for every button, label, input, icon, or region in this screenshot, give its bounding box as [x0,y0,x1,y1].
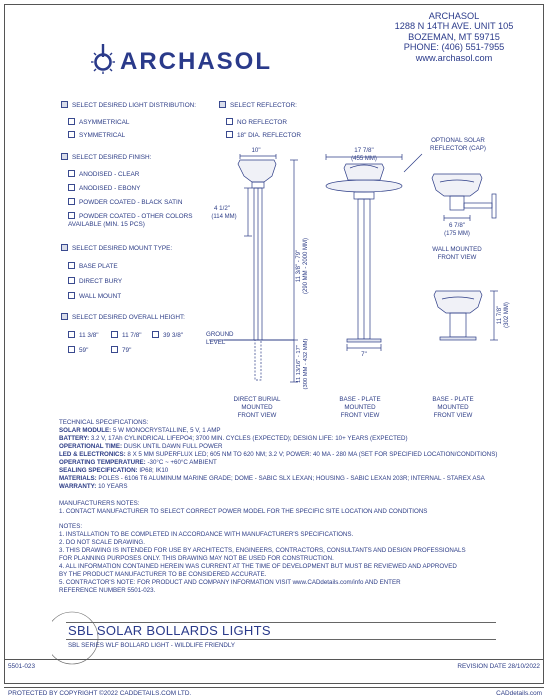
drawing-subtitle: SBL SERIES WLF BOLLARD LIGHT - WILDLIFE FRIENDLY [68,642,235,649]
view-wall-1: WALL MOUNTED [432,246,482,253]
note-3: 3. THIS DRAWING IS INTENDED FOR USE BY ARCHITECTS, ENGINEERS, CONTRACTORS, CONSULTANTS AND DESIGN PROFESSIONALS [59,547,466,554]
option-height-11-7-8[interactable]: 11 7/8" [111,331,142,340]
option-other-colors[interactable]: POWDER COATED - OTHER COLORS [68,212,193,221]
view-plate2-3: FRONT VIEW [433,412,473,419]
note-3b: FOR PLANNING PURPOSES ONLY. THIS DRAWING MAY NOT BE USED FOR CONSTRUCTION. [59,555,334,562]
option-base-plate[interactable]: BASE PLATE [68,262,118,271]
spec-operational-time: OPERATIONAL TIME: DUSK UNTIL DAWN FULL POWER [59,443,223,450]
optional-reflector-label-2: REFLECTOR (CAP) [430,145,486,152]
option-18-reflector[interactable]: 18" DIA. REFLECTOR [226,131,301,140]
copyright-text: PROTECTED BY COPYRIGHT ©2022 CADDETAILS.COM LTD. [8,690,192,697]
title-line-bottom [66,639,496,640]
option-direct-bury[interactable]: DIRECT BURY [68,277,122,286]
option-height-11-3-8[interactable]: 11 3/8" [68,331,99,340]
dim-height-label: 11 3/8" - 79" [296,249,302,283]
note-4: 4. ALL INFORMATION CONTAINED HEREIN WAS CURRENT AT THE TIME OF DEVELOPMENT BUT MUST BE REVIEWED AND APPROVED [59,563,457,570]
drawing-title: SBL SOLAR BOLLARDS LIGHTS [68,623,271,638]
height-heading: SELECT DESIRED OVERALL HEIGHT: [61,313,185,322]
note-5b: REFERENCE NUMBER 5501-023. [59,587,156,594]
address-line-2: BOZEMAN, MT 59715 [408,31,500,42]
view-plate-3: FRONT VIEW [340,412,380,419]
option-other-colors-note: AVAILABLE (MIN. 15 PCS) [68,221,145,228]
revision-date: REVISION DATE 28/10/2022 [457,663,540,670]
view-plate-2: MOUNTED [344,404,376,411]
option-height-39-3-8[interactable]: 39 3/8" [152,331,183,340]
note-5: 5. CONTRACTOR'S NOTE: FOR PRODUCT AND COMPANY INFORMATION VISIT www.CADdetails.com/info AND ENTER [59,579,401,586]
reference-number: 5501-023 [8,663,36,670]
dim-4half-mm: (114 MM) [211,214,237,220]
note-4b: BY THE PRODUCT MANUFACTURER TO BE CONSIDERED ACCURATE. [59,571,267,578]
brand-wordmark: ARCHASOL [120,48,272,75]
company-name: ARCHASOL [428,11,480,21]
view-direct-3: FRONT VIEW [237,412,277,419]
view-direct-2: MOUNTED [241,404,273,411]
dim-bury-mm: (300 MM - 432 MM) [303,338,309,390]
spec-materials: MATERIALS: POLES - 6106 T6 ALUMINUM MARINE GRADE; DOME - SABIC SLX LEXAN; HOUSING - SABIC LEXAN 203R; INTERNAL - STAREX ASA [59,475,485,482]
direct-dome [238,160,276,182]
option-symmetrical[interactable]: SYMMETRICAL [68,131,125,140]
view-wall-2: FRONT VIEW [437,254,477,261]
view-plate2-1: BASE - PLATE [432,396,474,403]
dim-height-mm: (290 MM - 2000 MM) [303,237,309,295]
dim-11-mm: (302 MM) [504,302,510,328]
dim-6-mm: (175 MM) [444,231,470,237]
spec-battery: BATTERY: 3.2 V, 17Ah CYLINDRICAL LIFEPO4; 3700 MIN. CYCLES (EXPECTED); DESIGN LIFE: 10+ YEARS (EXPECTED) [59,435,408,442]
dim-17-mm: (455 MM) [351,156,377,162]
caddetails-link[interactable]: CADdetails.com [496,690,542,697]
option-asymmetrical[interactable]: ASYMMETRICAL [68,118,129,127]
distribution-heading: SELECT DESIRED LIGHT DISTRIBUTION: [61,101,196,110]
mfr-note-1: 1. CONTACT MANUFACTURER TO SELECT CORRECT POWER MODEL FOR THE SPECIFIC SITE LOCATION AND CONDITIONS [59,508,428,515]
dim-17-label: 17 7/8" [354,147,374,154]
view-plate2-2: MOUNTED [437,404,469,411]
option-height-79[interactable]: 79" [111,346,131,355]
spec-warranty: WARRANTY: 10 YEARS [59,483,128,490]
dim-10-label: 10" [251,147,261,154]
reflector-heading: SELECT REFLECTOR: [219,101,297,110]
option-height-59[interactable]: 59" [68,346,88,355]
dim-7-label: 7" [361,351,367,358]
mfr-notes-heading: MANUFACTURERS NOTES: [59,500,140,507]
view-plate-1: BASE - PLATE [339,396,381,403]
address-line-1: 1288 N 14TH AVE. UNIT 105 [394,21,514,32]
website-link[interactable]: www.archasol.com [415,52,493,63]
dim-4half-label: 4 1/2" [214,205,230,212]
drawing-sheet [4,4,544,684]
spec-temperature: OPERATING TEMPERATURE: -30°C ~ +60°C AMBIENT [59,459,217,466]
option-anodised-clear[interactable]: ANODISED - CLEAR [68,170,139,179]
bollard-drawing [4,4,544,424]
option-black-satin[interactable]: POWDER COATED - BLACK SATIN [68,198,182,207]
phone-number: PHONE: (406) 551-7955 [403,42,505,53]
spec-led: LED & ELECTRONICS: 8 X 5 MM SUPERFLUX LED; 605 NM TO 620 NM; 3.2 V; POWER: 40 MA - 280 MA (SET FOR SPECIFIED LOCATION/CONDITIONS) [59,451,498,458]
title-divider [4,659,544,660]
notes-heading: NOTES: [59,523,83,530]
note-1: 1. INSTALLATION TO BE COMPLETED IN ACCORDANCE WITH MANUFACTURER'S SPECIFICATIONS. [59,531,354,538]
dim-bury-label: 11 13/16" - 17" [296,345,302,383]
level-label: LEVEL [206,339,226,346]
option-anodised-ebony[interactable]: ANODISED - EBONY [68,184,140,193]
view-direct-1: DIRECT BURIAL [233,396,281,403]
footer-divider [4,687,544,688]
note-2: 2. DO NOT SCALE DRAWING. [59,539,145,546]
finish-heading: SELECT DESIRED FINISH: [61,153,151,162]
reflector-cap [326,180,402,192]
spec-sealing: SEALING SPECIFICATION: IP68; IK10 [59,467,169,474]
specs-heading: TECHNICAL SPECIFICATIONS: [59,419,149,426]
optional-reflector-label: OPTIONAL SOLAR [431,137,485,144]
mount-heading: SELECT DESIRED MOUNT TYPE: [61,244,172,253]
dim-6-label: 6 7/8" [449,222,465,229]
ground-label: GROUND [206,331,234,338]
dim-11-label: 11 7/8" [497,305,503,325]
option-wall-mount[interactable]: WALL MOUNT [68,292,121,301]
spec-solar: SOLAR MODULE: 5 W MONOCRYSTALLINE, 5 V, 1 AMP [59,427,221,434]
option-no-reflector[interactable]: NO REFLECTOR [226,118,287,127]
